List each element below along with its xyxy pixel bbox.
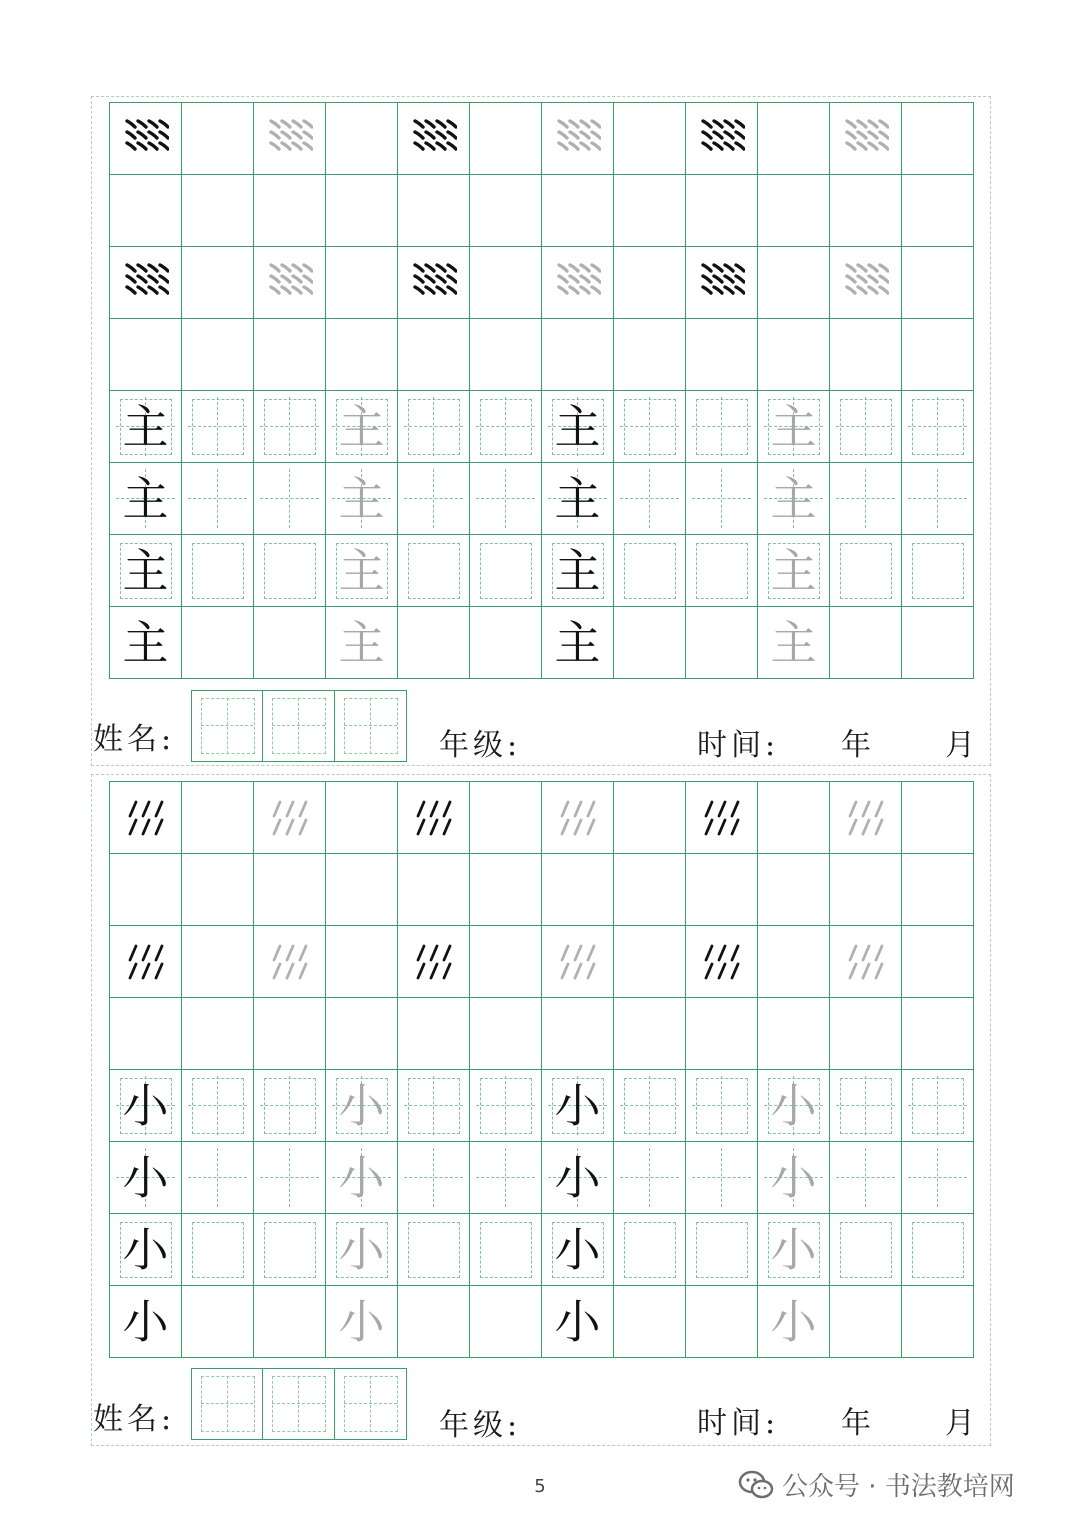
practice-cell[interactable] [326,1070,398,1142]
practice-cell[interactable] [686,319,758,391]
trace-character: 主 [770,615,817,670]
practice-cell[interactable] [470,463,542,535]
practice-cell[interactable] [182,1142,254,1214]
practice-cell[interactable] [686,1070,758,1142]
name-input-boxes[interactable] [191,690,407,762]
practice-cell[interactable] [614,247,686,319]
practice-cell[interactable] [110,926,182,998]
practice-cell[interactable] [830,463,902,535]
practice-cell[interactable] [326,247,398,319]
practice-cell[interactable] [398,319,470,391]
practice-cell[interactable] [254,463,326,535]
grade-label: 年级: [439,1408,522,1443]
practice-cell[interactable] [398,535,470,607]
stroke-marks-icon [555,116,601,162]
practice-cell[interactable] [830,1214,902,1286]
practice-cell[interactable] [542,247,614,319]
practice-cell[interactable] [254,607,326,679]
stroke-marks-icon [699,939,745,985]
practice-cell[interactable] [470,854,542,926]
practice-cell[interactable] [470,1142,542,1214]
practice-cell[interactable] [614,319,686,391]
practice-cell[interactable] [686,854,758,926]
model-character: 主 [122,615,169,670]
practice-cell[interactable] [902,926,974,998]
trace-character: 主 [338,471,385,526]
practice-cell[interactable] [254,1214,326,1286]
practice-cell[interactable] [686,247,758,319]
stroke-marks-icon [555,260,601,306]
practice-cell[interactable] [686,926,758,998]
practice-cell[interactable] [326,175,398,247]
practice-cell[interactable] [542,319,614,391]
practice-cell[interactable] [326,103,398,175]
practice-cell[interactable] [686,1214,758,1286]
practice-cell[interactable] [326,463,398,535]
trace-character: 主 [770,399,817,454]
practice-cell[interactable] [902,854,974,926]
model-character: 小 [122,1150,169,1205]
trace-character: 小 [338,1294,385,1349]
practice-cell[interactable] [182,782,254,854]
trace-character: 小 [338,1078,385,1133]
practice-cell[interactable] [182,1214,254,1286]
year-label: 年 [841,728,875,763]
practice-cell[interactable] [542,175,614,247]
watermark-text: 公众号 · 书法教培网 [782,1472,1015,1502]
trace-character: 主 [770,471,817,526]
trace-character: 主 [338,615,385,670]
practice-cell[interactable] [254,247,326,319]
practice-cell[interactable] [614,175,686,247]
practice-cell[interactable] [110,247,182,319]
practice-cell[interactable] [902,1286,974,1358]
month-label: 月 [945,1406,979,1441]
practice-cell[interactable] [542,926,614,998]
model-character: 主 [122,543,169,598]
practice-cell[interactable] [902,535,974,607]
practice-cell[interactable] [110,463,182,535]
practice-cell[interactable] [758,463,830,535]
stroke-marks-icon [123,939,169,985]
practice-cell[interactable] [542,103,614,175]
practice-cell[interactable] [110,1070,182,1142]
practice-cell[interactable] [542,1142,614,1214]
practice-cell[interactable] [110,1142,182,1214]
stroke-marks-icon [843,260,889,306]
name-box-3[interactable] [335,691,406,761]
practice-cell[interactable] [830,1142,902,1214]
practice-cell[interactable] [470,926,542,998]
practice-cell[interactable] [614,782,686,854]
practice-cell[interactable] [110,535,182,607]
practice-cell[interactable] [614,998,686,1070]
model-character: 主 [122,471,169,526]
practice-cell[interactable] [758,175,830,247]
practice-cell[interactable] [830,998,902,1070]
practice-cell[interactable] [686,391,758,463]
practice-cell[interactable] [830,247,902,319]
practice-cell[interactable] [398,926,470,998]
time-label: 时间: [697,1406,780,1441]
practice-cell[interactable] [902,463,974,535]
practice-cell[interactable] [758,103,830,175]
practice-cell[interactable] [254,854,326,926]
year-label: 年 [841,1406,875,1441]
practice-cell[interactable] [254,391,326,463]
practice-cell[interactable] [398,782,470,854]
practice-cell[interactable] [110,103,182,175]
practice-cell[interactable] [542,998,614,1070]
stroke-marks-icon [123,116,169,162]
practice-cell[interactable] [758,1142,830,1214]
practice-cell[interactable] [614,926,686,998]
practice-cell[interactable] [254,998,326,1070]
stroke-marks-icon [555,795,601,841]
practice-cell[interactable] [614,1142,686,1214]
practice-cell[interactable] [254,175,326,247]
wechat-icon [738,1470,774,1500]
practice-cell[interactable] [830,535,902,607]
practice-cell[interactable] [758,319,830,391]
practice-cell[interactable] [758,782,830,854]
practice-cell[interactable] [182,463,254,535]
practice-cell[interactable] [542,607,614,679]
practice-cell[interactable] [614,391,686,463]
practice-cell[interactable] [542,782,614,854]
practice-cell[interactable] [614,103,686,175]
practice-cell[interactable] [326,926,398,998]
stroke-marks-icon [411,116,457,162]
practice-cell[interactable] [614,1070,686,1142]
model-character: 主 [122,399,169,454]
trace-character: 小 [770,1150,817,1205]
practice-cell[interactable] [110,854,182,926]
practice-cell[interactable] [110,175,182,247]
practice-cell[interactable] [254,782,326,854]
practice-cell[interactable] [254,535,326,607]
practice-cell[interactable] [902,175,974,247]
stroke-marks-icon [699,795,745,841]
name-box-1[interactable] [192,1369,263,1439]
trace-character: 小 [338,1150,385,1205]
practice-cell[interactable] [830,175,902,247]
practice-grid-2 [109,781,974,1358]
practice-cell[interactable] [326,1142,398,1214]
practice-cell[interactable] [326,391,398,463]
practice-cell[interactable] [110,998,182,1070]
practice-cell[interactable] [110,1214,182,1286]
model-character: 小 [122,1222,169,1277]
practice-cell[interactable] [758,1286,830,1358]
practice-cell[interactable] [758,535,830,607]
practice-cell[interactable] [470,782,542,854]
practice-cell[interactable] [182,1286,254,1358]
practice-cell[interactable] [542,535,614,607]
practice-cell[interactable] [110,391,182,463]
practice-cell[interactable] [182,535,254,607]
model-character: 小 [554,1078,601,1133]
practice-cell[interactable] [470,319,542,391]
name-input-boxes[interactable] [191,1368,407,1440]
practice-cell[interactable] [326,535,398,607]
practice-cell[interactable] [686,463,758,535]
trace-character: 主 [338,543,385,598]
practice-cell[interactable] [398,463,470,535]
trace-character: 小 [770,1078,817,1133]
practice-cell[interactable] [470,535,542,607]
practice-cell[interactable] [614,1214,686,1286]
practice-cell[interactable] [902,1142,974,1214]
practice-cell[interactable] [758,926,830,998]
practice-cell[interactable] [830,607,902,679]
practice-cell[interactable] [110,319,182,391]
watermark [738,1466,1015,1503]
practice-cell[interactable] [542,1286,614,1358]
practice-cell[interactable] [470,175,542,247]
trace-character: 主 [770,543,817,598]
practice-cell[interactable] [182,607,254,679]
stroke-marks-icon [555,939,601,985]
stroke-marks-icon [267,260,313,306]
practice-cell[interactable] [902,998,974,1070]
practice-grid-1 [109,102,974,679]
info-footer-2 [91,1364,991,1444]
practice-cell[interactable] [326,1286,398,1358]
practice-cell[interactable] [830,782,902,854]
practice-cell[interactable] [830,1070,902,1142]
practice-cell[interactable] [902,1070,974,1142]
practice-cell[interactable] [254,1142,326,1214]
stroke-marks-icon [267,795,313,841]
practice-cell[interactable] [686,103,758,175]
practice-cell[interactable] [902,391,974,463]
practice-cell[interactable] [470,247,542,319]
practice-cell[interactable] [830,103,902,175]
model-character: 主 [554,471,601,526]
practice-cell[interactable] [326,998,398,1070]
stroke-marks-icon [411,795,457,841]
model-character: 小 [122,1294,169,1349]
practice-cell[interactable] [182,391,254,463]
practice-cell[interactable] [470,1214,542,1286]
name-box-2[interactable] [263,691,334,761]
practice-cell[interactable] [758,1214,830,1286]
practice-cell[interactable] [758,391,830,463]
practice-cell[interactable] [470,103,542,175]
practice-cell[interactable] [110,607,182,679]
practice-cell[interactable] [686,175,758,247]
practice-cell[interactable] [758,854,830,926]
practice-cell[interactable] [398,607,470,679]
practice-cell[interactable] [686,607,758,679]
month-label: 月 [945,728,979,763]
practice-cell[interactable] [542,1070,614,1142]
time-label: 时间: [697,728,780,763]
stroke-marks-icon [123,795,169,841]
practice-cell[interactable] [182,175,254,247]
practice-cell[interactable] [470,1286,542,1358]
stroke-marks-icon [411,939,457,985]
model-character: 主 [554,543,601,598]
grade-label: 年级: [439,728,522,763]
practice-cell[interactable] [326,319,398,391]
stroke-marks-icon [123,260,169,306]
practice-cell[interactable] [758,1070,830,1142]
practice-cell[interactable] [182,103,254,175]
practice-cell[interactable] [470,391,542,463]
practice-cell[interactable] [326,1214,398,1286]
practice-cell[interactable] [398,391,470,463]
name-box-3[interactable] [335,1369,406,1439]
practice-cell[interactable] [254,319,326,391]
practice-cell[interactable] [398,103,470,175]
name-label: 姓名: [93,1402,176,1437]
practice-cell[interactable] [398,1286,470,1358]
practice-cell[interactable] [686,782,758,854]
trace-character: 小 [338,1222,385,1277]
practice-cell[interactable] [902,103,974,175]
name-label: 姓名: [93,722,176,757]
practice-cell[interactable] [398,854,470,926]
practice-cell[interactable] [110,1286,182,1358]
practice-cell[interactable] [614,1286,686,1358]
practice-cell[interactable] [182,998,254,1070]
practice-cell[interactable] [758,998,830,1070]
practice-cell[interactable] [902,247,974,319]
practice-cell[interactable] [470,1070,542,1142]
practice-cell[interactable] [830,854,902,926]
model-character: 小 [122,1078,169,1133]
practice-cell[interactable] [398,1142,470,1214]
name-box-1[interactable] [192,691,263,761]
practice-cell[interactable] [542,1214,614,1286]
stroke-marks-icon [267,939,313,985]
practice-cell[interactable] [182,854,254,926]
practice-cell[interactable] [902,607,974,679]
stroke-marks-icon [699,116,745,162]
practice-cell[interactable] [398,175,470,247]
trace-character: 小 [770,1294,817,1349]
practice-cell[interactable] [398,1214,470,1286]
practice-cell[interactable] [182,926,254,998]
practice-cell[interactable] [326,607,398,679]
practice-cell[interactable] [398,247,470,319]
model-character: 小 [554,1294,601,1349]
practice-cell[interactable] [614,535,686,607]
practice-cell[interactable] [182,247,254,319]
practice-cell[interactable] [110,782,182,854]
practice-cell[interactable] [830,926,902,998]
practice-cell[interactable] [542,391,614,463]
practice-cell[interactable] [830,1286,902,1358]
practice-cell[interactable] [254,1070,326,1142]
practice-cell[interactable] [686,1142,758,1214]
practice-cell[interactable] [326,782,398,854]
practice-cell[interactable] [470,998,542,1070]
stroke-marks-icon [843,939,889,985]
practice-cell[interactable] [614,463,686,535]
model-character: 主 [554,399,601,454]
stroke-marks-icon [699,260,745,306]
practice-cell[interactable] [398,1070,470,1142]
trace-character: 小 [770,1222,817,1277]
practice-cell[interactable] [182,319,254,391]
practice-cell[interactable] [686,1286,758,1358]
practice-cell[interactable] [182,1070,254,1142]
trace-character: 主 [338,399,385,454]
practice-cell[interactable] [758,607,830,679]
stroke-marks-icon [843,795,889,841]
info-footer-1 [91,686,991,766]
practice-cell[interactable] [686,535,758,607]
practice-cell[interactable] [686,998,758,1070]
stroke-marks-icon [843,116,889,162]
practice-cell[interactable] [398,998,470,1070]
model-character: 小 [554,1222,601,1277]
practice-cell[interactable] [614,607,686,679]
stroke-marks-icon [411,260,457,306]
practice-cell[interactable] [254,103,326,175]
practice-cell[interactable] [542,463,614,535]
stroke-marks-icon [267,116,313,162]
practice-cell[interactable] [254,1286,326,1358]
practice-cell[interactable] [830,391,902,463]
name-box-2[interactable] [263,1369,334,1439]
practice-cell[interactable] [614,854,686,926]
page-number: 5 [534,1476,546,1497]
practice-cell[interactable] [254,926,326,998]
practice-cell[interactable] [326,854,398,926]
practice-cell[interactable] [902,782,974,854]
practice-cell[interactable] [470,607,542,679]
practice-cell[interactable] [542,854,614,926]
model-character: 小 [554,1150,601,1205]
practice-cell[interactable] [902,1214,974,1286]
practice-cell[interactable] [902,319,974,391]
model-character: 主 [554,615,601,670]
practice-cell[interactable] [830,319,902,391]
practice-cell[interactable] [758,247,830,319]
